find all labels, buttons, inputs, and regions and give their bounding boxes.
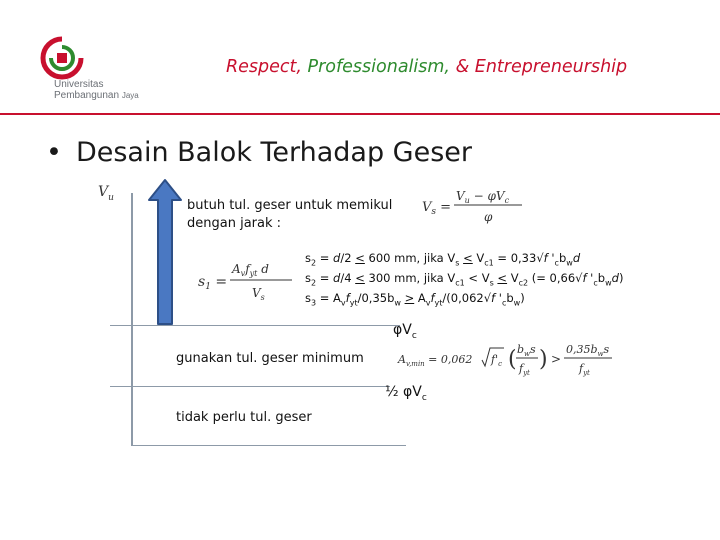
avmin-formula bbox=[396, 336, 616, 386]
no-stirrups-label: tidak perlu tul. geser bbox=[176, 410, 312, 425]
logo-mark-icon bbox=[40, 36, 84, 80]
svg-text:0,35bws: $0,35b_ws$ bbox=[566, 343, 610, 358]
svg-text:>: > bbox=[551, 352, 562, 366]
slide-title bbox=[46, 137, 472, 168]
needs-stirrups-text bbox=[187, 197, 392, 233]
svg-text:φ: φ bbox=[484, 210, 493, 224]
upward-arrow-icon bbox=[147, 178, 183, 328]
header-divider bbox=[0, 113, 720, 115]
motto bbox=[226, 57, 627, 77]
s1-formula bbox=[196, 256, 296, 306]
vu-axis-label: $V_u$ bbox=[98, 184, 114, 203]
svg-text:Vs: $V_s$ bbox=[252, 286, 265, 302]
vertical-axis bbox=[131, 193, 133, 446]
baseline bbox=[131, 445, 406, 446]
spacing-rules bbox=[305, 251, 623, 310]
bullet-icon: • bbox=[46, 137, 62, 168]
svg-text:Vs =: $V_s$ = bbox=[422, 200, 452, 217]
phi-vc-label: $\varphi V_c$ bbox=[393, 322, 417, 341]
svg-text:s1 =: $s_1$ = bbox=[198, 274, 228, 292]
logo-line-2: Pembangunan bbox=[54, 90, 120, 101]
svg-text:fyt: $f_{yt}$ bbox=[579, 362, 590, 377]
svg-text:Avfyt d: $A_vf_{yt}$ d bbox=[232, 262, 269, 278]
svg-text:): ) bbox=[539, 347, 548, 372]
svg-text:f'c: $f'_c$ bbox=[491, 353, 503, 368]
motto-respect: Respect, bbox=[226, 57, 302, 77]
svg-text:bws: $b_ws$ bbox=[517, 343, 536, 358]
svg-text:Vu − φVc: $V_u - \varphi V_c$ bbox=[456, 189, 510, 205]
minimum-stirrups-label: gunakan tul. geser minimum bbox=[176, 351, 364, 366]
needs-stirrups-line-1: butuh tul. geser untuk memikul bbox=[187, 198, 393, 213]
needs-stirrups-line-2: dengan jarak : bbox=[187, 216, 282, 231]
slide-title-text: Desain Balok Terhadap Geser bbox=[75, 137, 472, 168]
spacing-rule-3: $s_3 = A_vf_{yt}/0,35b_w > A_vf_{yt}/(0,062√f$ '$_cb_w$) bbox=[305, 290, 525, 307]
level-line-half-phi-vc bbox=[110, 386, 390, 387]
spacing-rule-1: $s_2 = d/2 < 600$ mm, jika $V_s < V_{c1} = 0,33√f$ '$_cb_wd$ bbox=[305, 251, 581, 268]
svg-text:fyt: $f_{yt}$ bbox=[519, 362, 530, 377]
motto-professionalism: Professionalism, bbox=[307, 57, 450, 77]
university-logo bbox=[38, 36, 188, 106]
motto-entrepreneurship: & Entrepreneurship bbox=[455, 57, 628, 77]
logo-line-1: Universitas bbox=[54, 79, 104, 90]
vs-formula bbox=[418, 183, 528, 229]
half-phi-vc-label: ½ $\varphi V_c$ bbox=[385, 384, 427, 403]
spacing-rule-2: $s_2 = d/4 < 300$ mm, jika $V_{c1} < V_s < V_{c2}$ (= 0,66√f '$_cb_wd$) bbox=[305, 270, 624, 288]
svg-text:(: ( bbox=[508, 347, 517, 372]
logo-line-3: Jaya bbox=[121, 91, 139, 100]
svg-text:Av,min = 0,062: $A_{v,min} = 0,062$ bbox=[398, 353, 473, 368]
